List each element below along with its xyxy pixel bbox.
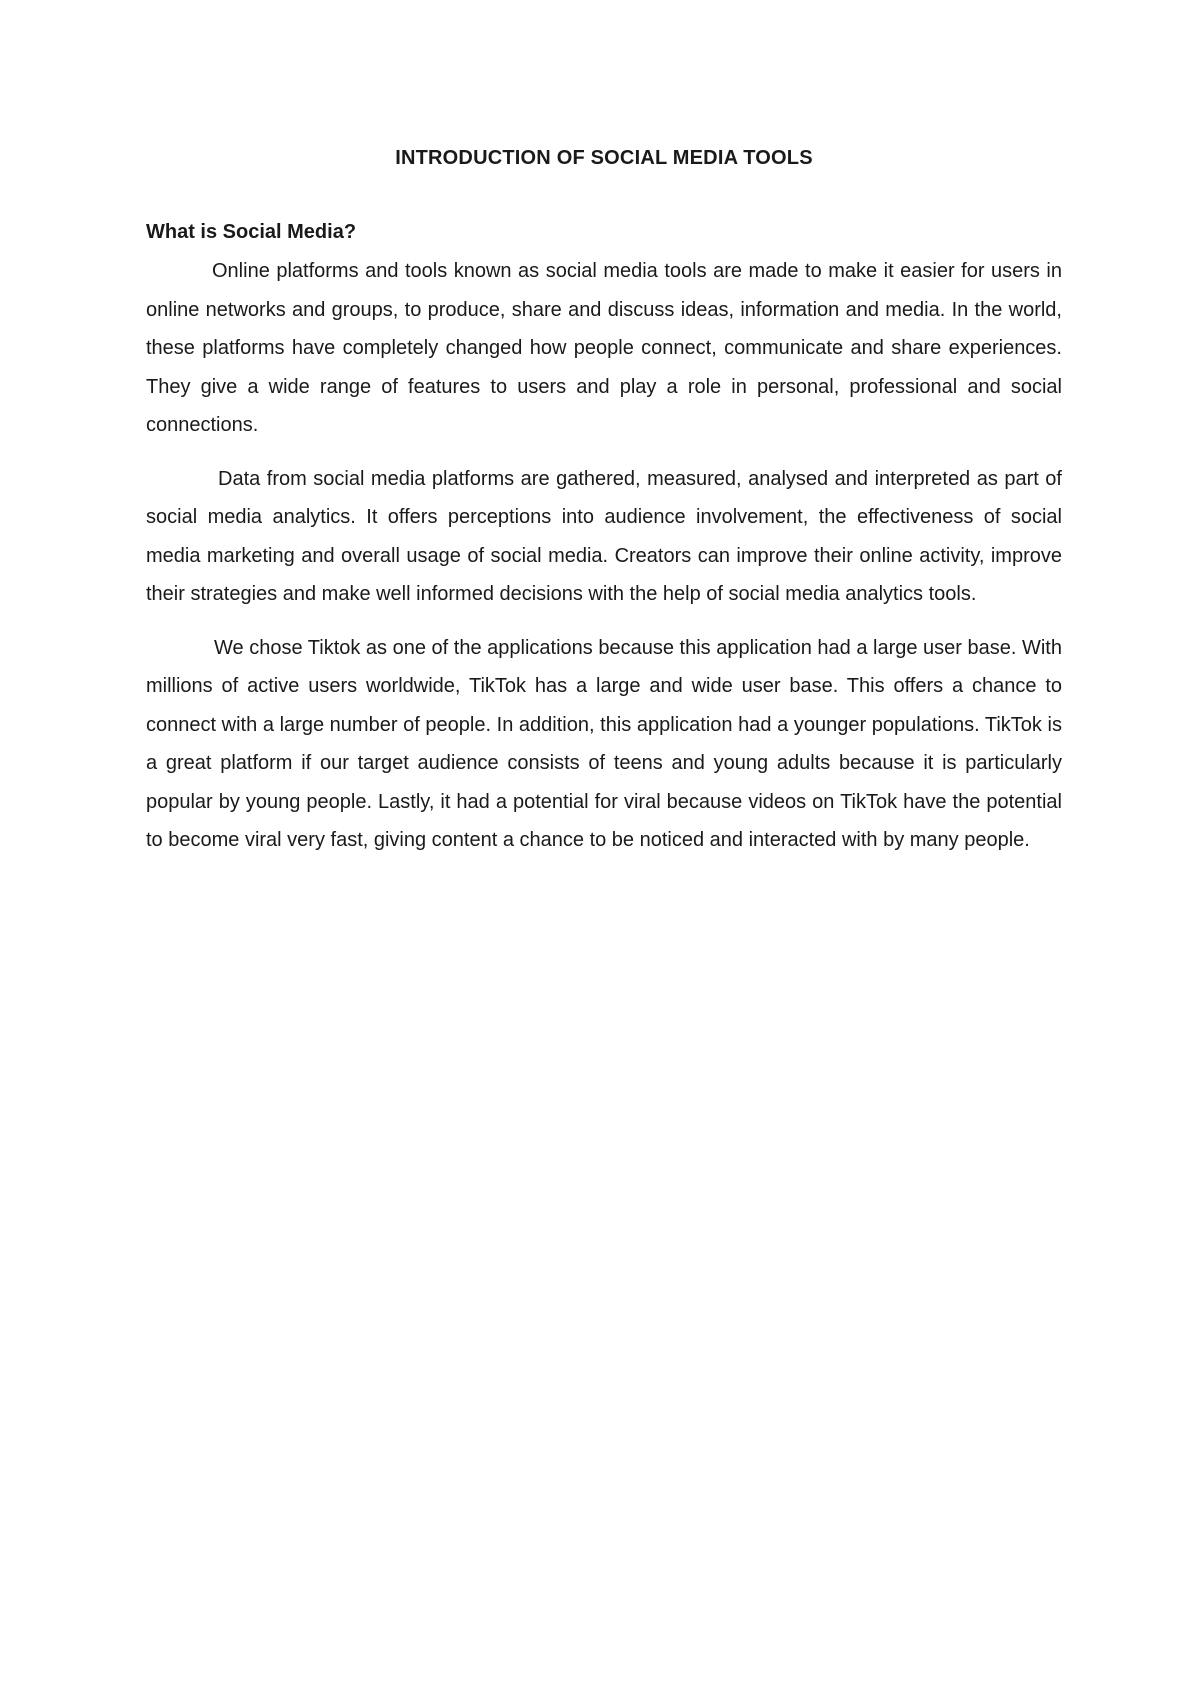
- paragraph-social-media-definition: Online platforms and tools known as social media tools are made to make it easier for users in online networks and groups, to produce, share and discuss ideas, information and media. In the world, these platforms have completely changed how people connect, communicate and share experiences. They give a wide range of features to users and play a role in personal, professional and social connections.: [146, 260, 1062, 436]
- section-heading: What is Social Media?: [146, 221, 357, 243]
- paragraph-tiktok-choice: We chose Tiktok as one of the applications because this application had a large user base. With millions of active users worldwide, TikTok has a large and wide user base. This offers a chance to connect with a large number of people. In addition, this application had a younger populations. TikTok is a great platform if our target audience consists of teens and young adults because it is particularly popular by young people. Lastly, it had a potential for viral because videos on TikTok have the potential to become viral very fast, giving content a chance to be noticed and interacted with by many people.: [146, 636, 1062, 851]
- paragraph-social-media-analytics: Data from social media platforms are gathered, measured, analysed and interpreted as part of social media analytics. It offers perceptions into audience involvement, the effectiveness of social media marketing and overall usage of social media. Creators can improve their online activity, improve their strategies and make well informed decisions with the help of social media analytics tools.: [146, 467, 1062, 605]
- document-title: INTRODUCTION OF SOCIAL MEDIA TOOLS: [395, 147, 813, 169]
- document-body: [146, 144, 1062, 860]
